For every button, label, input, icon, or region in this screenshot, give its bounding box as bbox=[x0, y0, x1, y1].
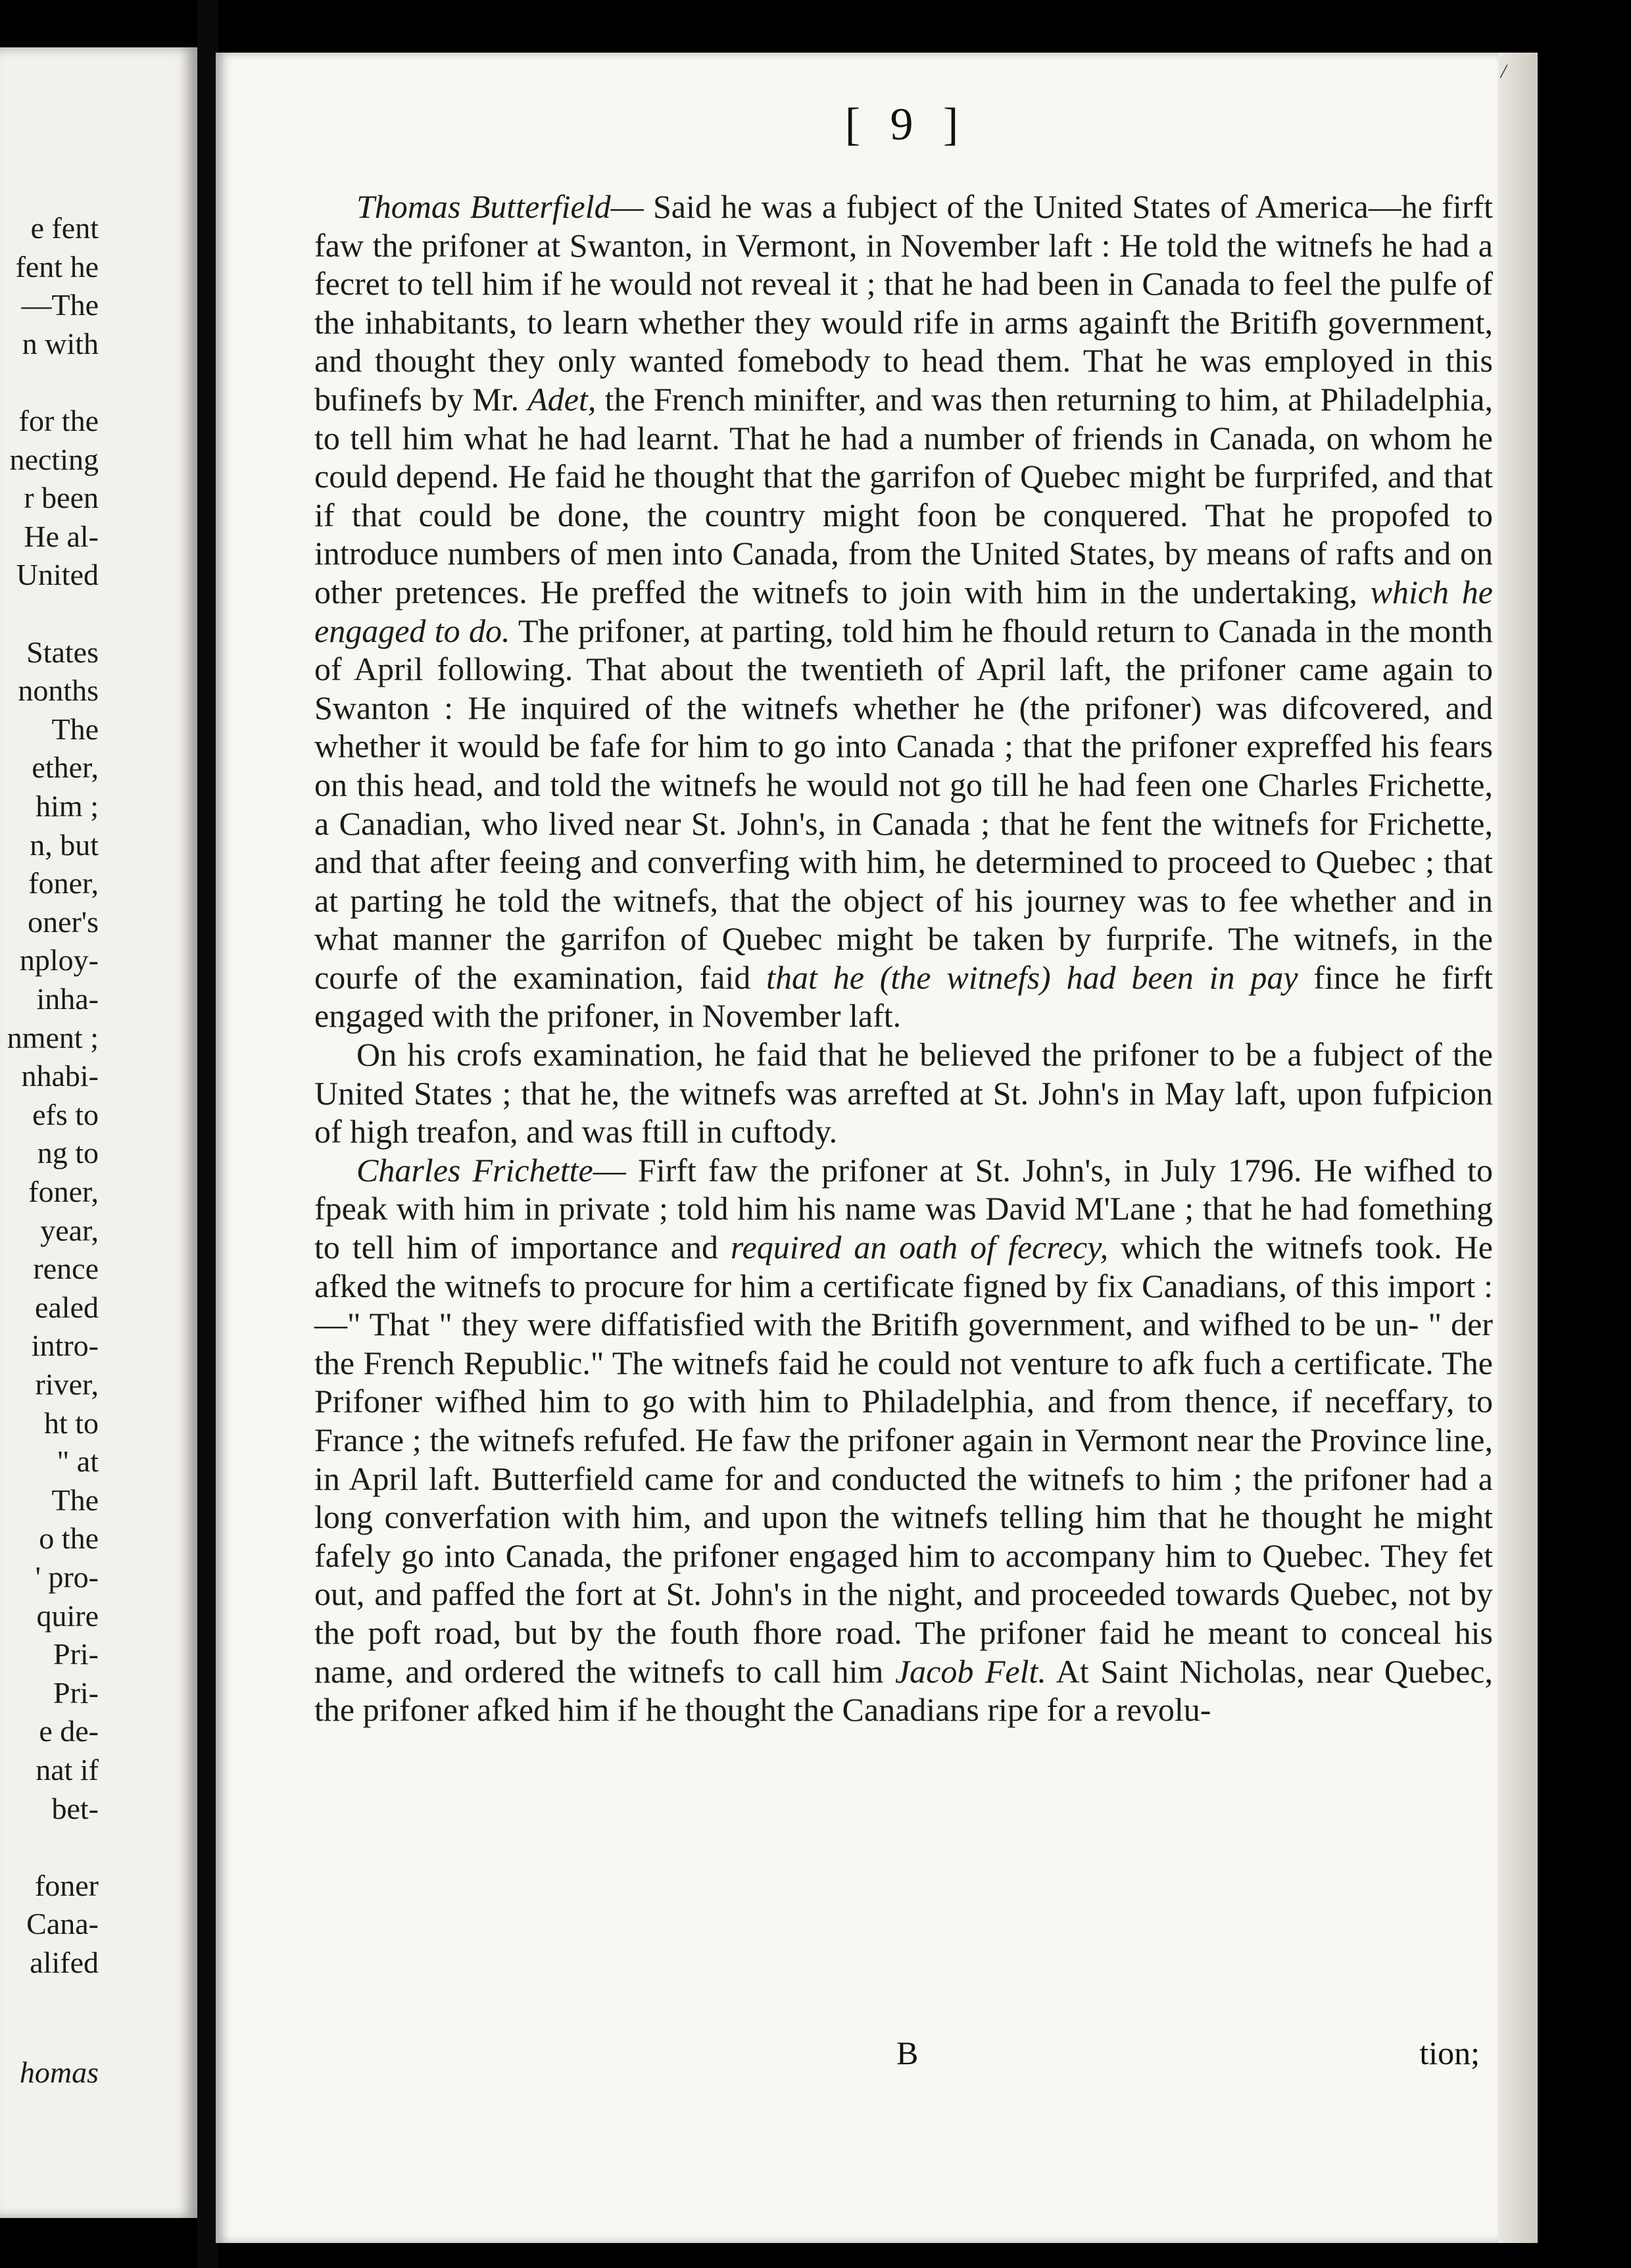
left-page-line: n, but bbox=[30, 827, 99, 862]
left-page-line: foner bbox=[34, 1868, 99, 1902]
text-run: which the witnefs took. He afked the witnefs to procure for him a certificate figned by fix Canadians, of this import :—" That " they were diffatisfied with the Britifh government, and wifhed to be un- " der the French Republic." The witnefs faid he could not venture to afk fuch a certificate. The Prifoner wifhed him to go with him to Philadelphia, and from thence, if neceffary, to France ; the witnefs refufed. He faw the prifoner again in Vermont near the Province line, in April laft. Butterfield came for and conducted the witnefs to him ; the prifoner had a long converfation with him, and upon the witnefs telling him that he thought he might fafely go into Canada, the prifoner engaged him to accompany him to Quebec. They fet out, and paffed the fort at St. John's in the night, and proceeded towards Quebec, not by the poft road, but by the fouth fhore road. The prifoner faid he meant to conceal his name, and ordered the witnefs to call him bbox=[314, 1229, 1493, 1690]
left-page-line: oner's bbox=[28, 904, 99, 939]
italic-text: Jacob Felt. bbox=[894, 1652, 1046, 1690]
left-page-line: " at bbox=[57, 1444, 99, 1479]
left-page-line: nonths bbox=[18, 674, 99, 708]
left-page-line: necting bbox=[9, 442, 99, 476]
left-page-line: ng to bbox=[37, 1136, 99, 1170]
left-page-catchword: homas bbox=[19, 2056, 99, 2089]
left-facing-page bbox=[0, 47, 197, 2218]
paragraph bbox=[314, 187, 1493, 1035]
left-page-line: United bbox=[16, 558, 99, 592]
left-page-line: The bbox=[51, 712, 99, 746]
left-page-line: n with bbox=[22, 326, 99, 360]
italic-text: required an oath of fecrecy, bbox=[730, 1229, 1109, 1266]
left-page-line: fent he bbox=[15, 249, 99, 284]
left-page-line: Pri- bbox=[53, 1675, 99, 1710]
catchword: tion; bbox=[1419, 2034, 1480, 2071]
left-page-line: bet- bbox=[51, 1791, 99, 1825]
italic-text: Adet, bbox=[527, 380, 596, 418]
left-page-line: foner, bbox=[28, 1175, 99, 1208]
left-page-line: rence bbox=[33, 1252, 99, 1286]
left-page-line: o the bbox=[39, 1521, 99, 1556]
left-page-line: He al- bbox=[24, 519, 99, 553]
left-page-line: Pri- bbox=[53, 1637, 99, 1671]
left-page-line: for the bbox=[18, 404, 99, 437]
text-run: — Firft faw the prifoner at St. John's, in July 1796. He wifhed to fpeak with him in private ; told him his name was David M'Lane ; that he had fomething to tell him of importance and bbox=[314, 1151, 1493, 1266]
left-page-line: nment ; bbox=[7, 1020, 99, 1054]
left-page-line: The bbox=[51, 1483, 99, 1517]
left-page-line: nhabi- bbox=[21, 1059, 99, 1093]
left-page-text-fragments bbox=[0, 47, 197, 2218]
left-page-line: ht to bbox=[43, 1406, 99, 1440]
left-page-line: river, bbox=[35, 1368, 99, 1401]
left-page-line: r been bbox=[24, 481, 99, 515]
italic-text: Charles Frichette bbox=[356, 1151, 593, 1189]
left-page-line: ealed bbox=[34, 1290, 99, 1324]
signature-mark: B bbox=[896, 2034, 919, 2071]
italic-text: Thomas Butterfield bbox=[356, 188, 611, 225]
left-page-line: ether, bbox=[32, 751, 99, 785]
text-run: fince he firft engaged with the prifoner, in November laft. bbox=[314, 958, 1493, 1035]
text-run: The prifoner, at parting, told him he fhould return to Canada in the month of April following. That about the twentieth of April laft, the prifoner came again to Swanton : He inquired of the witnefs whether he (the prifoner) was difcovered, and whether it would be fafe for him to go into Canada ; that the prifoner expreffed his fears on this head, and told the witnefs he would not go till he had feen one Charles Frichette, a Canadian, who lived near St. John's, in Canada ; that he fent the witnefs for Frichette, and that after feeing and converfing with him, he determined to proceed to Quebec ; that at parting he told the witnefs, that the object of his journey was to fee whether and in what manner the garrifon of Quebec might be taken by furprife. The witnefs, in the courfe of the examination, faid bbox=[314, 612, 1493, 996]
left-page-line: States bbox=[26, 635, 99, 669]
left-page-line: —The bbox=[21, 288, 99, 322]
left-page-line: year, bbox=[40, 1213, 99, 1247]
left-page-line: ' pro- bbox=[35, 1560, 99, 1594]
page-body-text bbox=[314, 187, 1493, 1729]
page-number: [ 9 ] bbox=[844, 99, 968, 150]
page-edge bbox=[1498, 53, 1538, 2243]
left-page-line: e fent bbox=[30, 211, 99, 245]
left-page-line: nploy- bbox=[19, 943, 99, 977]
left-page-line: intro- bbox=[31, 1329, 99, 1363]
text-run: On his crofs examination, he faid that he believed the prifoner to be a fubject of the United States ; that he, the witnefs was arrefted at St. John's in May laft, upon fufpicion of high treafon, and was ftill in cuftody. bbox=[314, 1036, 1493, 1150]
edge-mark: / bbox=[1501, 61, 1507, 82]
right-page bbox=[216, 53, 1498, 2243]
left-page-line: e de- bbox=[39, 1714, 99, 1748]
italic-text: that he (the witnefs) had been in pay bbox=[766, 958, 1298, 996]
left-page-line: nat if bbox=[36, 1753, 99, 1787]
left-page-line: efs to bbox=[32, 1097, 99, 1131]
left-page-line: quire bbox=[36, 1598, 99, 1633]
left-page-line: alifed bbox=[30, 1946, 99, 1979]
left-page-line: Cana- bbox=[26, 1907, 99, 1941]
text-run: the French minifter, and was then returning to him, at Philadelphia, to tell him what he had learnt. That he had a number of friends in Canada, on whom he could depend. He faid he thought that the garrifon of Quebec might be furprifed, and that if that could be done, the country might foon be conquered. That he propofed to introduce numbers of men into Canada, from the United States, by means of rafts and on other pretences. He preffed the witnefs to join with him in the undertaking, bbox=[314, 380, 1493, 610]
paragraph bbox=[314, 1151, 1493, 1729]
paragraph bbox=[314, 1035, 1493, 1151]
italic-text: which he engaged to do. bbox=[314, 573, 1493, 649]
text-run: At Saint Nicholas, near Quebec, the prifoner afked him if he thought the Canadians ripe for a revolu- bbox=[314, 1652, 1494, 1729]
left-page-line: foner, bbox=[28, 866, 99, 900]
left-page-line: him ; bbox=[36, 789, 99, 823]
text-run: — Said he was a fubject of the United States of America—he firft faw the prifoner at Swanton, in Vermont, in November laft : He told the witnefs he had a fecret to tell him if he would not reveal it ; that he had been in Canada to feel the pulfe of the inhabitants, to learn whether they would rife in arms againft the Britifh government, and thought they only wanted fomebody to head them. That he was employed in this bufinefs by Mr. bbox=[314, 188, 1494, 418]
left-page-line: inha- bbox=[36, 982, 99, 1016]
